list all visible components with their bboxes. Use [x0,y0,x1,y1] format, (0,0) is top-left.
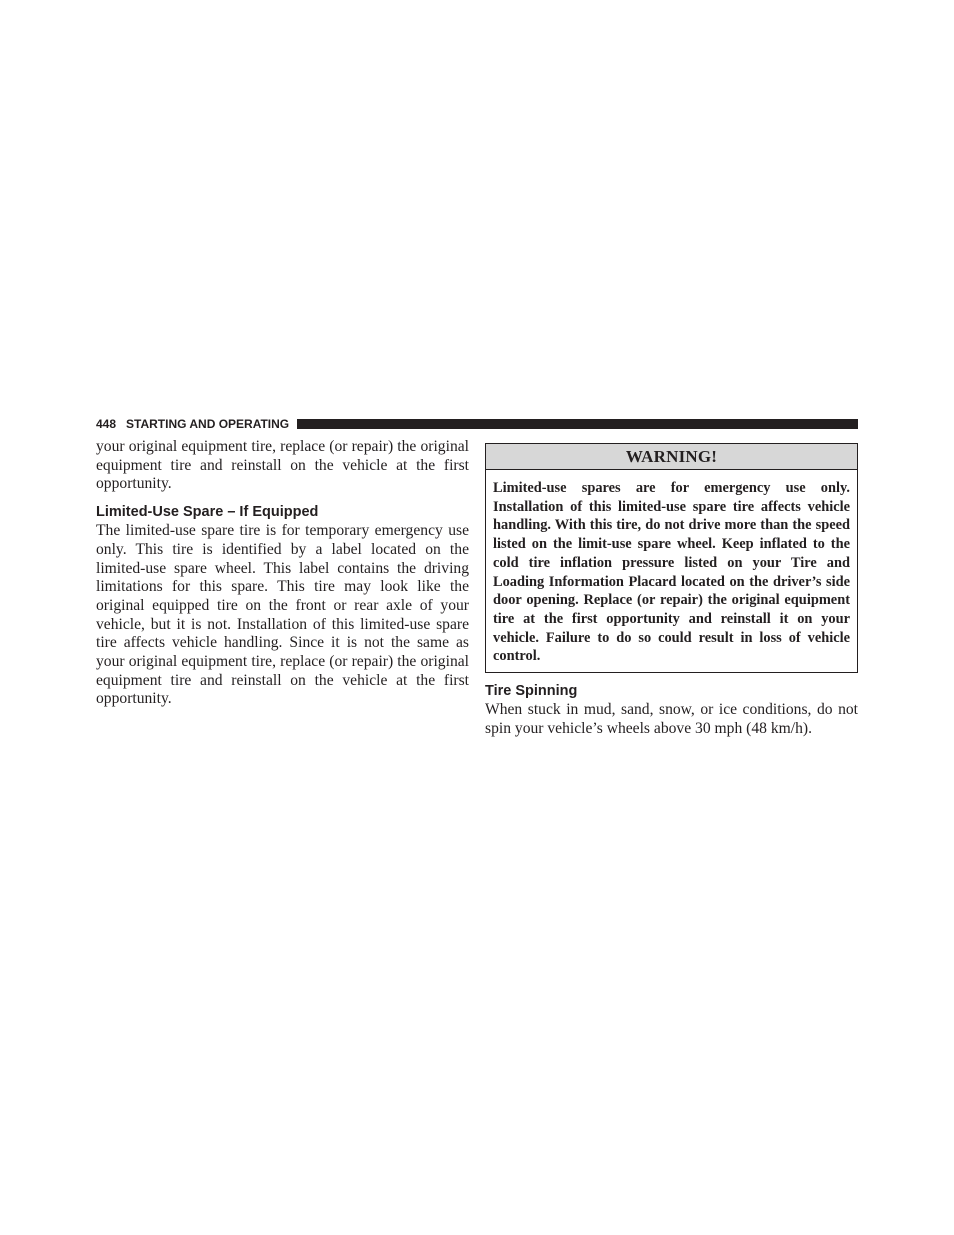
right-column [485,443,858,738]
tire-spinning-paragraph: When stuck in mud, sand, snow, or ice conditions, do not spin your vehicle’s wheels above 30 mph (48 km/h). [485,701,858,737]
left-column [96,438,469,709]
warning-box [485,443,858,673]
section-title: STARTING AND OPERATING [126,417,290,431]
warning-title: WARNING! [486,444,857,470]
limited-use-spare-paragraph: The limited-use spare tire is for temporary emergency use only. This tire is identified by a label located on the limited-use spare wheel. This label contains the driving limitations for this spare. This tire may look like the original equipped tire on the front or rear axle of your vehicle, but it is not. Installation of this limited-use spare tire affects vehicle handling. Since it is not the same as your original equipment tire, replace (or repair) the original equipment tire and reinstall on the vehicle at the first opportunity. [96,522,469,708]
intro-paragraph: your original equipment tire, replace (or repair) the original equipment tire and reinstall on the vehicle at the first opportunity. [96,438,469,493]
warning-text: Limited-use spares are for emergency use only. Installation of this limited-use spare tire affects vehicle handling. With this tire, do not drive more than the speed listed on the limit-use spare wheel. Keep inflated to the cold tire inflation pressure listed on your Tire and Loading Information Placard located on the driver’s side door opening. Replace (or repair) the original equipment tire at the first opportunity and reinstall it on your vehicle. Failure to do so could result in loss of vehicle control. [493,480,850,665]
tire-spinning-heading: Tire Spinning [485,683,578,699]
header-rule [297,419,858,429]
page-number: 448 [96,417,117,431]
page-header [96,417,858,431]
limited-use-spare-heading: Limited-Use Spare – If Equipped [96,504,319,521]
